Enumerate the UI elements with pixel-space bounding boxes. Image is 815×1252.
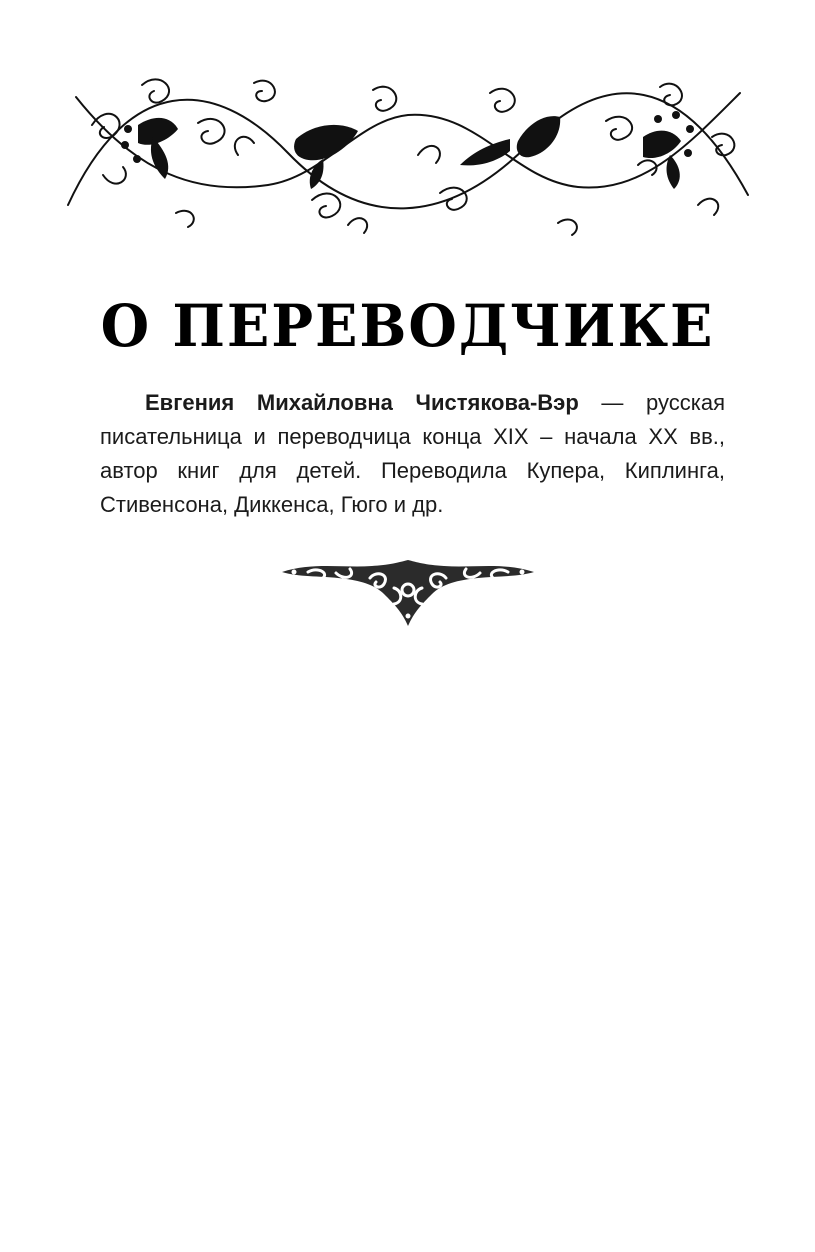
biography-text: — русская писательница и переводчица конца XIX – начала XX вв., автор книг для детей. Переводила Купера, Киплинга, Стивенсона, Диккенса, Гюго и др. [100,390,725,517]
page-title: О ПЕРЕВОДЧИКЕ [100,292,715,360]
top-floral-ornament [58,55,758,238]
translator-name: Евгения Михайловна Чистякова-Вэр [145,390,579,415]
bottom-filigree-ornament [282,560,534,628]
biography-paragraph [100,386,725,522]
